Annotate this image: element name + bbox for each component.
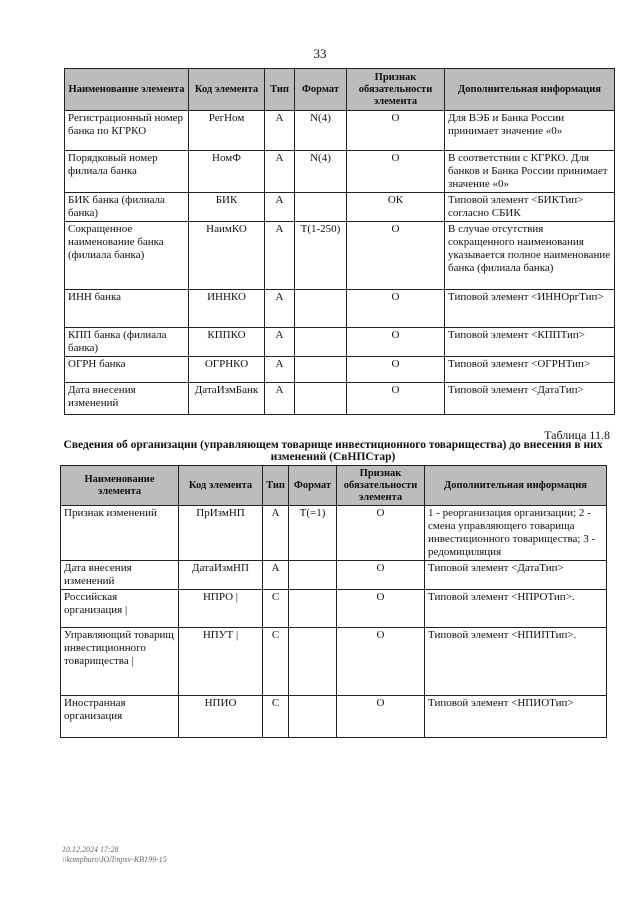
- cell-type: А: [265, 111, 295, 151]
- cell-format: [295, 290, 347, 328]
- table-row: [61, 628, 607, 696]
- cell-info: Типовой элемент <ДатаТип>: [425, 561, 607, 590]
- cell-info: Типовой элемент <ДатаТип>: [445, 383, 615, 415]
- cell-required: О: [347, 290, 445, 328]
- table-row: [65, 222, 615, 290]
- cell-name: Сокращенное наименование банка (филиала банка): [65, 222, 189, 290]
- cell-type: С: [263, 696, 289, 738]
- cell-required: О: [337, 696, 425, 738]
- cell-required: О: [347, 151, 445, 193]
- cell-type: А: [265, 357, 295, 383]
- cell-type: С: [263, 590, 289, 628]
- header-type: Тип: [265, 69, 295, 111]
- cell-code: ПрИзмНП: [179, 506, 263, 561]
- cell-name: Управляющий товарищ инвестиционного товарищества |: [61, 628, 179, 696]
- table-row: [61, 506, 607, 561]
- cell-name: Признак изменений: [61, 506, 179, 561]
- cell-name: Российская организация |: [61, 590, 179, 628]
- cell-name: ОГРН банка: [65, 357, 189, 383]
- cell-info: Типовой элемент <НПИПТип>.: [425, 628, 607, 696]
- cell-info: Для ВЭБ и Банка России принимает значение «0»: [445, 111, 615, 151]
- cell-format: [289, 696, 337, 738]
- cell-code: ДатаИзмНП: [179, 561, 263, 590]
- cell-code: БИК: [189, 193, 265, 222]
- table-header-row: [61, 466, 607, 506]
- cell-info: Типовой элемент <НПИОТип>: [425, 696, 607, 738]
- cell-format: N(4): [295, 111, 347, 151]
- cell-code: НПУТ |: [179, 628, 263, 696]
- table-row: [65, 328, 615, 357]
- cell-info: Типовой элемент <ОГРНТип>: [445, 357, 615, 383]
- cell-name: Дата внесения изменений: [61, 561, 179, 590]
- table-row: [65, 290, 615, 328]
- cell-code: КППКО: [189, 328, 265, 357]
- table-row: [65, 193, 615, 222]
- cell-code: НПИО: [179, 696, 263, 738]
- page-number: 33: [313, 46, 327, 61]
- cell-required: О: [337, 506, 425, 561]
- cell-type: А: [265, 328, 295, 357]
- header-name: Наименование элемента: [65, 69, 189, 111]
- cell-info: Типовой элемент <БИКТип> согласно СБИК: [445, 193, 615, 222]
- cell-format: [289, 628, 337, 696]
- cell-format: N(4): [295, 151, 347, 193]
- cell-required: О: [347, 357, 445, 383]
- cell-type: А: [265, 383, 295, 415]
- cell-required: О: [347, 328, 445, 357]
- header-format: Формат: [295, 69, 347, 111]
- table-row: [61, 590, 607, 628]
- table-row: [65, 151, 615, 193]
- table-row: [65, 357, 615, 383]
- cell-type: А: [263, 506, 289, 561]
- cell-format: [289, 561, 337, 590]
- cell-type: А: [265, 193, 295, 222]
- table-row: [65, 111, 615, 151]
- header-code: Код элемента: [189, 69, 265, 111]
- table-row: [61, 696, 607, 738]
- header-info: Дополнительная информация: [445, 69, 615, 111]
- cell-type: А: [265, 222, 295, 290]
- header-required: Признак обязательности элемента: [337, 466, 425, 506]
- table-header-row: [65, 69, 615, 111]
- print-timestamp: 10.12.2024 17:28: [62, 845, 119, 854]
- cell-required: О: [337, 628, 425, 696]
- cell-code: НаимКО: [189, 222, 265, 290]
- cell-name: Порядковый номер филиала банка: [65, 151, 189, 193]
- table-row: [61, 561, 607, 590]
- cell-info: В случае отсутствия сокращенного наименования указывается полное наименование банка (филиала банка): [445, 222, 615, 290]
- cell-required: О: [347, 383, 445, 415]
- cell-format: T(1-250): [295, 222, 347, 290]
- cell-name: ИНН банка: [65, 290, 189, 328]
- cell-name: БИК банка (филиала банка): [65, 193, 189, 222]
- elements-table-2: [60, 465, 607, 738]
- cell-code: ОГРНКО: [189, 357, 265, 383]
- cell-type: А: [265, 290, 295, 328]
- header-name: Наименование элемента: [61, 466, 179, 506]
- print-footer: [62, 845, 167, 865]
- cell-format: [295, 328, 347, 357]
- cell-info: Типовой элемент <НПРОТип>.: [425, 590, 607, 628]
- cell-info: 1 - реорганизация организации; 2 - смена управляющего товарища инвестиционного товарищества; 3 - редомициляция: [425, 506, 607, 561]
- header-format: Формат: [289, 466, 337, 506]
- header-type: Тип: [263, 466, 289, 506]
- table-title: Сведения об организации (управляющем товарище инвестиционного товарищества) до внесения в них изменений (СвНПСтар): [63, 439, 603, 463]
- cell-required: О: [347, 222, 445, 290]
- cell-required: О: [337, 590, 425, 628]
- cell-required: О: [347, 111, 445, 151]
- cell-name: Иностранная организация: [61, 696, 179, 738]
- cell-format: [295, 357, 347, 383]
- file-path: \\kompburo\ЮЛ\npsv-KB199-15: [62, 855, 167, 864]
- cell-format: [295, 383, 347, 415]
- cell-type: А: [263, 561, 289, 590]
- header-required: Признак обязательности элемента: [347, 69, 445, 111]
- elements-table-1: [64, 68, 615, 415]
- cell-name: Дата внесения изменений: [65, 383, 189, 415]
- cell-code: ДатаИзмБанк: [189, 383, 265, 415]
- header-code: Код элемента: [179, 466, 263, 506]
- cell-info: Типовой элемент <ИННОргТип>: [445, 290, 615, 328]
- table-row: [65, 383, 615, 415]
- cell-required: О: [337, 561, 425, 590]
- cell-info: Типовой элемент <КППТип>: [445, 328, 615, 357]
- cell-code: ИННКО: [189, 290, 265, 328]
- cell-format: T(=1): [289, 506, 337, 561]
- cell-format: [295, 193, 347, 222]
- cell-code: РегНом: [189, 111, 265, 151]
- cell-type: А: [265, 151, 295, 193]
- cell-name: Регистрационный номер банка по КГРКО: [65, 111, 189, 151]
- cell-code: НПРО |: [179, 590, 263, 628]
- cell-required: ОК: [347, 193, 445, 222]
- cell-info: В соответствии с КГРКО. Для банков и Банка России принимает значение «0»: [445, 151, 615, 193]
- table-number: Таблица 11.8: [544, 428, 610, 442]
- cell-name: КПП банка (филиала банка): [65, 328, 189, 357]
- cell-code: НомФ: [189, 151, 265, 193]
- cell-type: С: [263, 628, 289, 696]
- cell-format: [289, 590, 337, 628]
- header-info: Дополнительная информация: [425, 466, 607, 506]
